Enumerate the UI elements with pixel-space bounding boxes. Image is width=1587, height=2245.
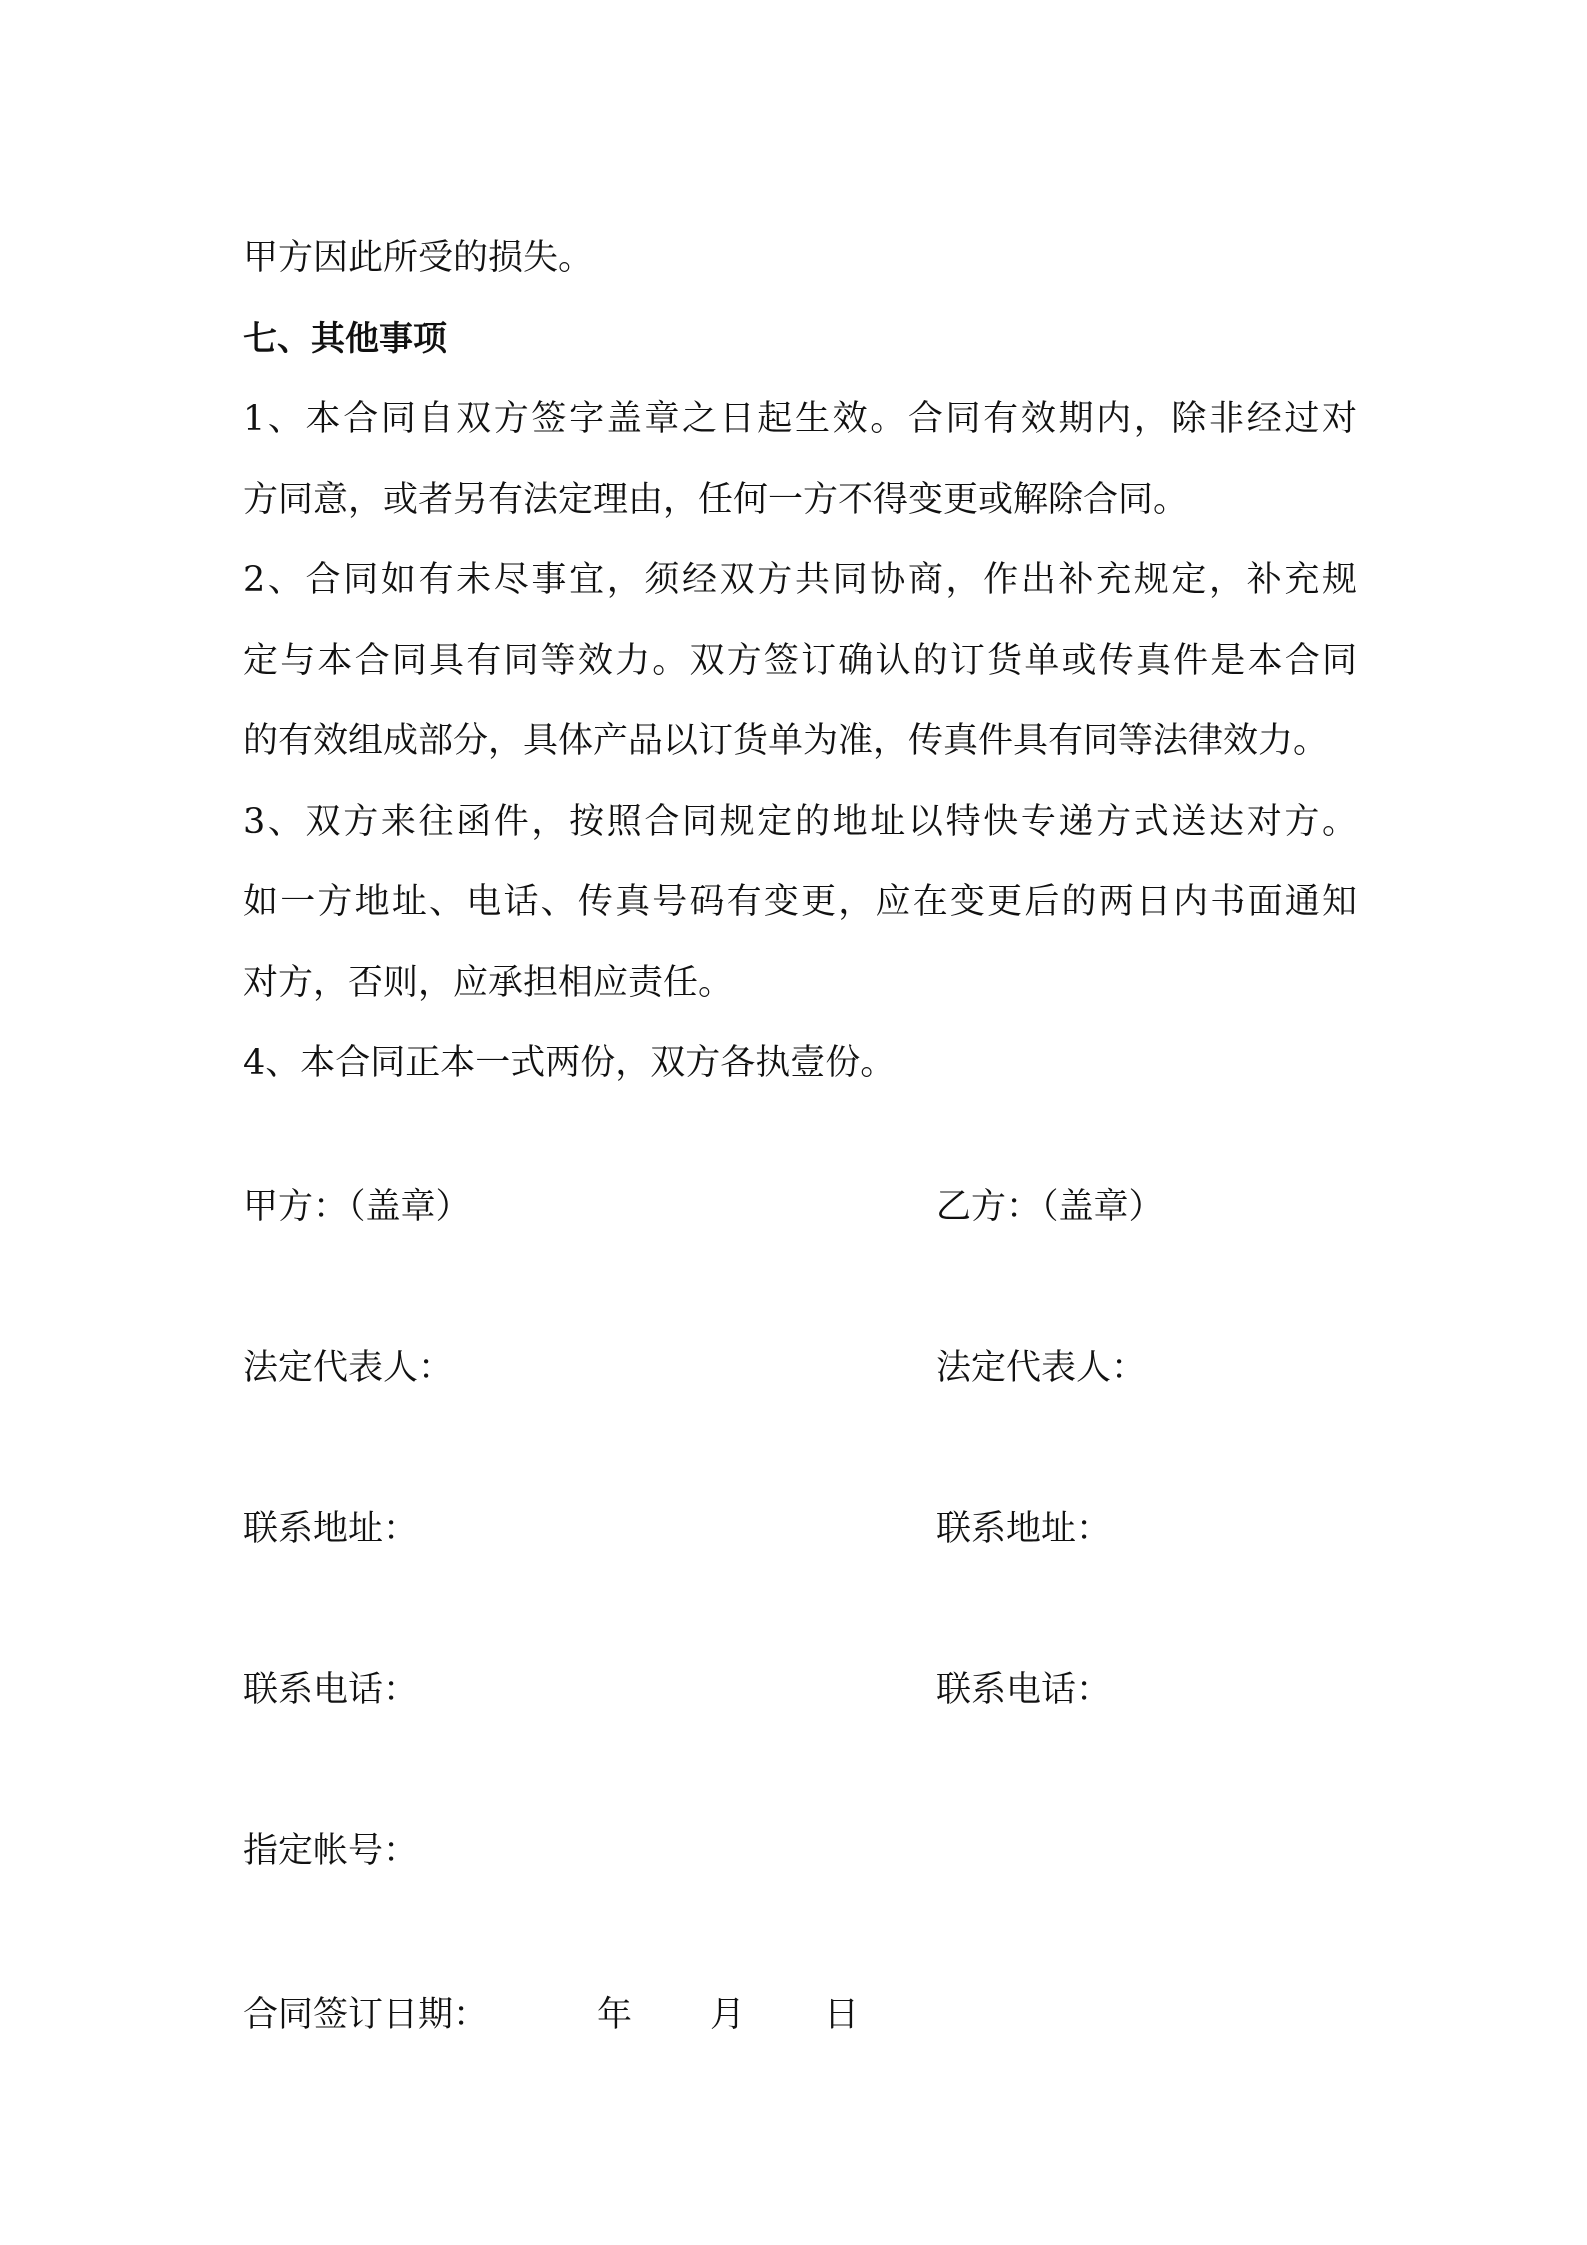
- signing-date-day: 日: [824, 1995, 860, 2035]
- party-b-stamp: 乙方：（盖章）: [936, 1187, 1164, 1227]
- party-a-address: 联系地址：: [243, 1509, 419, 1549]
- section-heading-text: 七、其他事项: [243, 318, 447, 359]
- clause-4: [243, 1023, 1357, 1104]
- contract-body: [243, 218, 1357, 1104]
- clause-2: [243, 540, 1357, 782]
- party-b-address: 联系地址：: [936, 1509, 1112, 1549]
- party-a-account: 指定帐号：: [243, 1831, 419, 1871]
- text-line: 如一方地址、电话、传真号码有变更，应在变更后的两日内书面通知: [243, 882, 1357, 922]
- text-line: 1、本合同自双方签字盖章之日起生效。合同有效期内，除非经过对: [243, 399, 1357, 439]
- signing-date-year: 年: [597, 1995, 633, 2035]
- clause-3: [243, 782, 1357, 1024]
- text-line: 3、双方来往函件，按照合同规定的地址以特快专递方式送达对方。: [243, 801, 1357, 842]
- party-b-legal-rep: 法定代表人：: [936, 1348, 1147, 1388]
- text-line: 方同意，或者另有法定理由，任何一方不得变更或解除合同。: [243, 479, 1189, 520]
- text-line: 4、本合同正本一式两份，双方各执壹份。: [243, 1043, 896, 1083]
- continuation-paragraph: [243, 218, 1357, 299]
- text-line: 甲方因此所受的损失。: [243, 238, 594, 278]
- text-line: 的有效组成部分，具体产品以订货单为准，传真件具有同等法律效力。: [243, 721, 1329, 761]
- text-line: 对方，否则，应承担相应责任。: [243, 962, 734, 1003]
- signing-date-label: 合同签订日期：: [243, 1995, 489, 2035]
- party-a-legal-rep: 法定代表人：: [243, 1348, 454, 1388]
- section-heading: [243, 299, 1357, 380]
- party-b-phone: 联系电话：: [936, 1670, 1112, 1710]
- party-a-stamp: 甲方：（盖章）: [243, 1187, 471, 1227]
- party-a-phone: 联系电话：: [243, 1670, 419, 1710]
- text-line: 2、合同如有未尽事宜，须经双方共同协商，作出补充规定，补充规: [243, 560, 1357, 600]
- clause-1: [243, 379, 1357, 540]
- text-line: 定与本合同具有同等效力。双方签订确认的订货单或传真件是本合同: [243, 640, 1357, 681]
- signing-date-month: 月: [710, 1995, 746, 2035]
